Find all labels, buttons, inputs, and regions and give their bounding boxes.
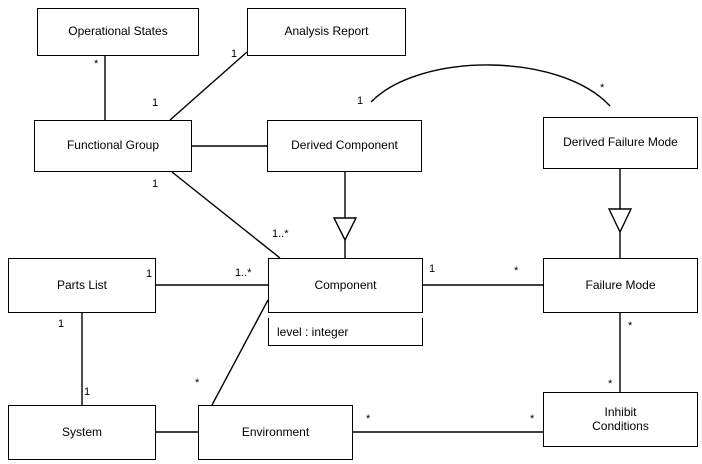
generalization-arrow-component: [334, 218, 356, 240]
class-label-component: Component: [314, 277, 377, 292]
multiplicity-parts-list-system: 1: [58, 318, 65, 330]
edge-analysis-report-functional-group: [170, 52, 247, 120]
class-box-parts-list[interactable]: [8, 258, 156, 313]
generalization-arrow-failure-mode: [609, 209, 631, 232]
class-label-system: System: [61, 424, 102, 439]
class-label-environment: Environment: [241, 424, 310, 439]
edge-derived-component-derived-failure-mode: [371, 65, 610, 106]
multiplicity-functional-group-component: 1: [152, 178, 159, 190]
class-box-component[interactable]: [268, 258, 423, 313]
class-label-inhibit-conditions-line2: Conditions: [592, 418, 649, 433]
multiplicity-inhibit-environment: *: [530, 413, 535, 425]
class-box-derived-component[interactable]: [267, 120, 422, 172]
class-label-derived-component: Derived Component: [291, 138, 398, 153]
class-attributes-component: [268, 318, 423, 346]
multiplicity-analysis-report: 1: [231, 48, 238, 60]
class-box-functional-group[interactable]: [34, 120, 192, 172]
class-label-inhibit-conditions-line1: Inhibit: [604, 404, 637, 419]
multiplicity-component-failure-mode: 1: [429, 263, 436, 275]
class-label-functional-group: Functional Group: [66, 138, 160, 153]
class-box-failure-mode[interactable]: [543, 258, 698, 313]
multiplicity-derived-component: 1: [357, 95, 364, 107]
multiplicity-functional-group-operational-states: 1: [152, 97, 159, 109]
attribute-level: level : integer: [277, 324, 349, 339]
class-label-derived-failure-mode: Derived Failure Mode: [563, 135, 678, 150]
class-label-operational-states: Operational States: [68, 24, 168, 39]
class-label-failure-mode: Failure Mode: [585, 277, 656, 292]
class-label-parts-list: Parts List: [56, 277, 107, 292]
edge-component-environment: [212, 300, 268, 405]
multiplicity-inhibit-failure-mode: *: [608, 378, 613, 390]
multiplicity-failure-mode-inhibit: *: [628, 320, 633, 332]
multiplicity-failure-mode-component: *: [514, 265, 519, 277]
multiplicity-parts-list-component: 1: [146, 268, 153, 280]
class-box-environment[interactable]: [198, 405, 353, 460]
multiplicity-environment-component: *: [195, 377, 200, 389]
multiplicity-operational-states: *: [94, 58, 99, 70]
class-box-system[interactable]: [8, 405, 156, 460]
class-box-analysis-report[interactable]: [247, 8, 406, 56]
class-box-operational-states[interactable]: [37, 8, 199, 56]
class-label-analysis-report: Analysis Report: [284, 24, 369, 39]
multiplicity-system-parts-list: 1: [84, 386, 91, 398]
multiplicity-derived-failure-mode: *: [600, 82, 605, 94]
edge-functional-group-component: [172, 172, 280, 258]
multiplicity-component-parts-list: 1..*: [235, 267, 252, 279]
class-box-derived-failure-mode[interactable]: [543, 117, 698, 169]
multiplicity-environment-inhibit: *: [366, 413, 371, 425]
multiplicity-component-functional-group: 1..*: [272, 228, 289, 240]
class-box-inhibit-conditions[interactable]: [543, 392, 698, 447]
